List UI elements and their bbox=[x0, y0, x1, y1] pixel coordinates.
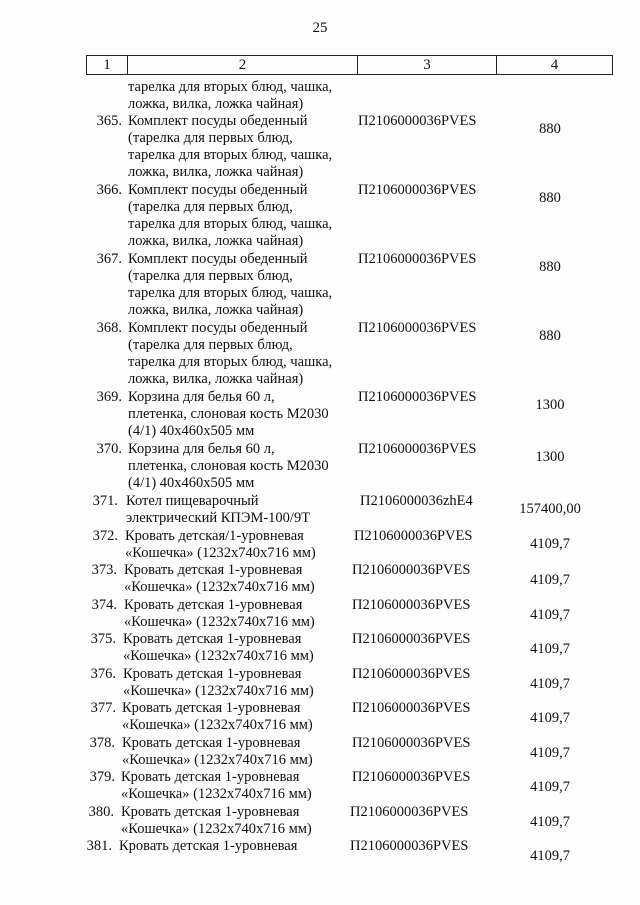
item-name: Кровать детская 1-уровневая «Кошечка» (1232х740х716 мм) bbox=[122, 700, 313, 733]
item-code: П2106000036PVES bbox=[354, 528, 473, 544]
item-name: Кровать детская 1-уровневая «Кошечка» (1232х740х716 мм) bbox=[123, 631, 314, 664]
row-number: 379. bbox=[89, 769, 115, 785]
row-number: 380. bbox=[88, 804, 114, 820]
item-name: Кровать детская 1-уровневая «Кошечка» (1232х740х716 мм) bbox=[121, 769, 312, 802]
item-code: П2106000036PVES bbox=[352, 769, 471, 785]
item-price: 4109,7 bbox=[530, 814, 570, 830]
item-name: Корзина для белья 60 л, плетенка, слоновая кость М2030 (4/1) 40х460х505 мм bbox=[128, 441, 329, 491]
header-col-2: 2 bbox=[238, 57, 247, 73]
continuation-text: тарелка для вторых блюд, чашка, ложка, вилка, ложка чайная) bbox=[128, 79, 333, 112]
header-bottom-rule bbox=[86, 74, 613, 75]
item-name: Кровать детская/1-уровневая «Кошечка» (1232х740х716 мм) bbox=[125, 528, 316, 561]
row-number: 373. bbox=[91, 562, 117, 578]
row-number: 365. bbox=[96, 113, 122, 129]
item-code: П2106000036PVES bbox=[358, 320, 477, 336]
row-number: 371. bbox=[92, 493, 118, 509]
header-col-3: 3 bbox=[423, 57, 431, 73]
item-price: 4109,7 bbox=[530, 572, 570, 588]
item-price: 4109,7 bbox=[530, 641, 570, 657]
row-number: 369. bbox=[96, 389, 122, 405]
item-code: П2106000036PVES bbox=[358, 182, 477, 198]
item-name: Кровать детская 1-уровневая «Кошечка» (1232х740х716 мм) bbox=[124, 562, 315, 595]
item-code: П2106000036PVES bbox=[352, 666, 471, 682]
item-name: Котел пищеварочный электрический КПЭМ-100/9Т bbox=[126, 493, 311, 526]
item-code: П2106000036PVES bbox=[352, 597, 471, 613]
item-code: П2106000036PVES bbox=[358, 251, 477, 267]
header-divider bbox=[612, 55, 613, 75]
item-price: 4109,7 bbox=[530, 676, 570, 692]
item-code: П2106000036zhE4 bbox=[360, 493, 473, 509]
item-price: 157400,00 bbox=[519, 501, 581, 517]
item-price: 4109,7 bbox=[530, 779, 570, 795]
row-number: 374. bbox=[91, 597, 117, 613]
item-price: 4109,7 bbox=[530, 745, 570, 761]
row-number: 376. bbox=[90, 666, 116, 682]
row-number: 367. bbox=[96, 251, 122, 267]
item-name: Кровать детская 1-уровневая «Кошечка» (1232х740х716 мм) bbox=[122, 735, 313, 768]
item-price: 1300 bbox=[535, 397, 565, 413]
item-price: 880 bbox=[539, 328, 561, 344]
row-number: 378. bbox=[89, 735, 115, 751]
header-col-1: 1 bbox=[103, 57, 111, 73]
item-name: Комплект посуды обеденный (тарелка для первых блюд, тарелка для вторых блюд, чашка, ложка, вилка, ложка чайная) bbox=[128, 113, 333, 180]
item-name: Кровать детская 1-уровневая «Кошечка» (1232х740х716 мм) bbox=[123, 666, 314, 699]
item-code: П2106000036PVES bbox=[352, 631, 471, 647]
item-price: 4109,7 bbox=[530, 848, 570, 864]
item-name: Кровать детская 1-уровневая «Кошечка» (1232х740х716 мм) bbox=[124, 597, 315, 630]
item-code: П2106000036PVES bbox=[352, 735, 471, 751]
item-code: П2106000036PVES bbox=[358, 113, 477, 129]
item-name: Кровать детская 1-уровневая «Кошечка» (1232х740х716 мм) bbox=[121, 804, 312, 837]
item-code: П2106000036PVES bbox=[352, 562, 471, 578]
table-header bbox=[86, 55, 613, 75]
item-code: П2106000036PVES bbox=[358, 389, 477, 405]
item-code: П2106000036PVES bbox=[350, 838, 469, 854]
item-code: П2106000036PVES bbox=[352, 700, 471, 716]
item-name: Комплект посуды обеденный (тарелка для первых блюд, тарелка для вторых блюд, чашка, ложка, вилка, ложка чайная) bbox=[128, 182, 333, 249]
row-number: 366. bbox=[96, 182, 122, 198]
item-price: 4109,7 bbox=[530, 536, 570, 552]
item-code: П2106000036PVES bbox=[358, 441, 477, 457]
item-name: Кровать детская 1-уровневая bbox=[119, 838, 298, 854]
item-price: 4109,7 bbox=[530, 710, 570, 726]
item-name: Корзина для белья 60 л, плетенка, слоновая кость М2030 (4/1) 40х460х505 мм bbox=[128, 389, 329, 439]
item-name: Комплект посуды обеденный (тарелка для первых блюд, тарелка для вторых блюд, чашка, ложка, вилка, ложка чайная) bbox=[128, 251, 333, 318]
item-price: 4109,7 bbox=[530, 607, 570, 623]
row-number: 372. bbox=[92, 528, 118, 544]
row-number: 377. bbox=[90, 700, 116, 716]
row-number: 381. bbox=[86, 838, 112, 854]
row-number: 370. bbox=[96, 441, 122, 457]
item-price: 880 bbox=[539, 259, 561, 275]
page-number: 25 bbox=[312, 20, 328, 36]
header-col-4: 4 bbox=[550, 57, 559, 73]
item-price: 880 bbox=[539, 190, 561, 206]
item-code: П2106000036PVES bbox=[350, 804, 469, 820]
row-number: 375. bbox=[90, 631, 116, 647]
row-number: 368. bbox=[96, 320, 122, 336]
item-name: Комплект посуды обеденный (тарелка для первых блюд, тарелка для вторых блюд, чашка, ложка, вилка, ложка чайная) bbox=[128, 320, 333, 387]
item-price: 880 bbox=[539, 121, 561, 137]
item-price: 1300 bbox=[535, 449, 565, 465]
